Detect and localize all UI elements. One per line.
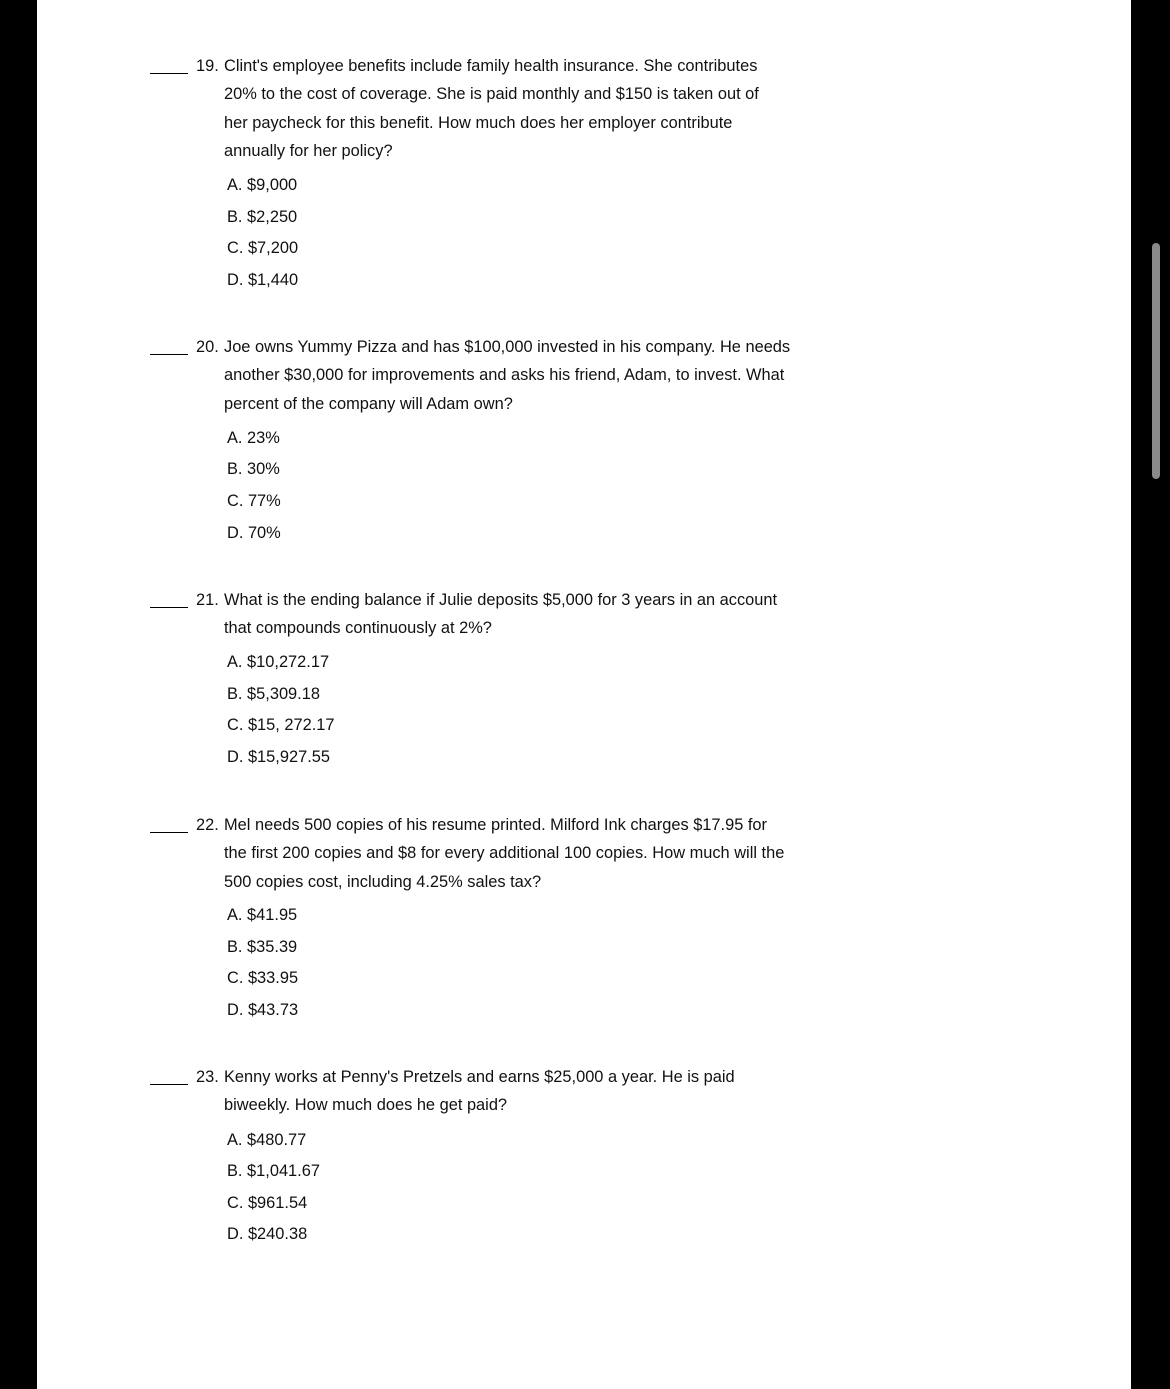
- choice-d: D. $15,927.55: [227, 748, 330, 766]
- choice-c: C. $7,200: [227, 239, 299, 257]
- choice-b: B. $1,041.67: [227, 1162, 320, 1180]
- question-text: 20. Joe owns Yummy Pizza and has $100,000 invested in his company. He needs another $30,000 for improvements and asks his friend, Adam, to invest. What percent of the company will Adam own?: [196, 333, 836, 418]
- choice-d: D. $1,440: [227, 271, 299, 289]
- document-page: [37, 0, 1131, 1389]
- question-text: 23. Kenny works at Penny's Pretzels and earns $25,000 a year. He is paid biweekly. How much does he get paid?: [196, 1063, 836, 1120]
- question-number: 19.: [196, 57, 219, 75]
- choice-c: C. 77%: [227, 492, 281, 510]
- question-number: 21.: [196, 591, 219, 609]
- choice-d: D. 70%: [227, 524, 281, 542]
- answer-blank[interactable]: [150, 832, 188, 833]
- question-text: 21. What is the ending balance if Julie deposits $5,000 for 3 years in an account that compounds continuously at 2%?: [196, 586, 836, 643]
- question-text: 22. Mel needs 500 copies of his resume printed. Milford Ink charges $17.95 for the first 200 copies and $8 for every additional 100 copies. How much will the 500 copies cost, including 4.25% sales tax?: [196, 811, 836, 896]
- choice-a: A. $9,000: [227, 176, 298, 194]
- choice-c: C. $33.95: [227, 969, 299, 987]
- choice-b: B. 30%: [227, 460, 280, 478]
- choice-b: B. $2,250: [227, 208, 298, 226]
- choice-d: D. $240.38: [227, 1225, 308, 1243]
- choice-c: C. $15, 272.17: [227, 716, 335, 734]
- choice-a: A. $41.95: [227, 906, 298, 924]
- choice-c: C. $961.54: [227, 1194, 308, 1212]
- question-text: 19. Clint's employee benefits include family health insurance. She contributes 20% to the cost of coverage. She is paid monthly and $150 is taken out of her paycheck for this benefit. How much does her employer contribute annually for her policy?: [196, 52, 836, 165]
- answer-blank[interactable]: [150, 1084, 188, 1085]
- answer-blank[interactable]: [150, 607, 188, 608]
- scrollbar-thumb[interactable]: [1152, 243, 1160, 479]
- choice-b: B. $35.39: [227, 938, 298, 956]
- answer-blank[interactable]: [150, 73, 188, 74]
- scrollbar-track[interactable]: [1131, 0, 1170, 1389]
- answer-blank[interactable]: [150, 354, 188, 355]
- question-number: 22.: [196, 816, 219, 834]
- choice-a: A. $480.77: [227, 1131, 307, 1149]
- question-number: 20.: [196, 338, 219, 356]
- choice-d: D. $43.73: [227, 1001, 299, 1019]
- choice-a: A. $10,272.17: [227, 653, 330, 671]
- choice-b: B. $5,309.18: [227, 685, 320, 703]
- choice-a: A. 23%: [227, 429, 280, 447]
- question-number: 23.: [196, 1068, 219, 1086]
